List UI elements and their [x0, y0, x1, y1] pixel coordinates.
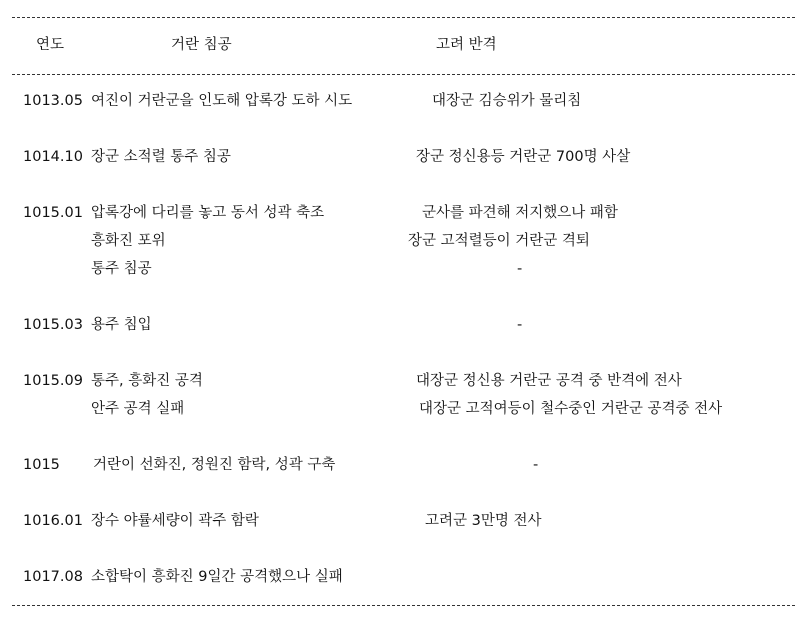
- header-year: 연도: [36, 37, 65, 53]
- row-year: 1014.10: [23, 149, 83, 165]
- top-rule: [12, 17, 795, 18]
- row-invasion: 거란이 선화진, 정원진 함락, 성곽 구축: [93, 457, 336, 473]
- row-year: 1015.01: [23, 205, 83, 221]
- row-year: 1013.05: [23, 93, 83, 109]
- row-counter: 대장군 정신용 거란군 공격 중 반격에 전사: [416, 373, 682, 389]
- row-counter: 대장군 김승위가 물리침: [432, 93, 582, 109]
- row-invasion: 통주, 흥화진 공격: [91, 373, 203, 389]
- header-rule: [12, 74, 795, 75]
- row-invasion: 흥화진 포위: [91, 233, 166, 249]
- header-invasion: 거란 침공: [171, 37, 232, 53]
- row-counter: 대장군 고적여등이 철수중인 거란군 공격중 전사: [419, 401, 723, 417]
- row-counter: 장군 고적렬등이 거란군 격퇴: [408, 233, 590, 249]
- row-invasion: 안주 공격 실패: [91, 401, 185, 417]
- row-counter: 군사를 파견해 저지했으나 패함: [422, 205, 618, 221]
- row-counter: -: [533, 457, 539, 473]
- row-invasion: 용주 침입: [91, 317, 152, 333]
- row-year: 1015: [23, 457, 60, 473]
- row-counter: 장군 정신용등 거란군 700명 사살: [416, 149, 631, 165]
- row-year: 1015.09: [23, 373, 83, 389]
- row-invasion: 여진이 거란군을 인도해 압록강 도하 시도: [91, 93, 353, 109]
- row-invasion: 장군 소적렬 통주 침공: [91, 149, 231, 165]
- row-counter: -: [517, 317, 523, 333]
- row-year: 1015.03: [23, 317, 83, 333]
- row-invasion: 장수 야률세량이 곽주 함락: [91, 513, 259, 529]
- row-invasion: 통주 침공: [91, 261, 152, 277]
- row-invasion: 소합탁이 흥화진 9일간 공격했으나 실패: [91, 569, 343, 585]
- row-counter: 고려군 3만명 전사: [425, 513, 542, 529]
- row-counter: -: [517, 261, 523, 277]
- row-year: 1016.01: [23, 513, 83, 529]
- row-year: 1017.08: [23, 569, 83, 585]
- header-counter: 고려 반격: [436, 37, 497, 53]
- bottom-rule: [12, 605, 795, 606]
- row-invasion: 압록강에 다리를 놓고 동서 성곽 축조: [91, 205, 325, 221]
